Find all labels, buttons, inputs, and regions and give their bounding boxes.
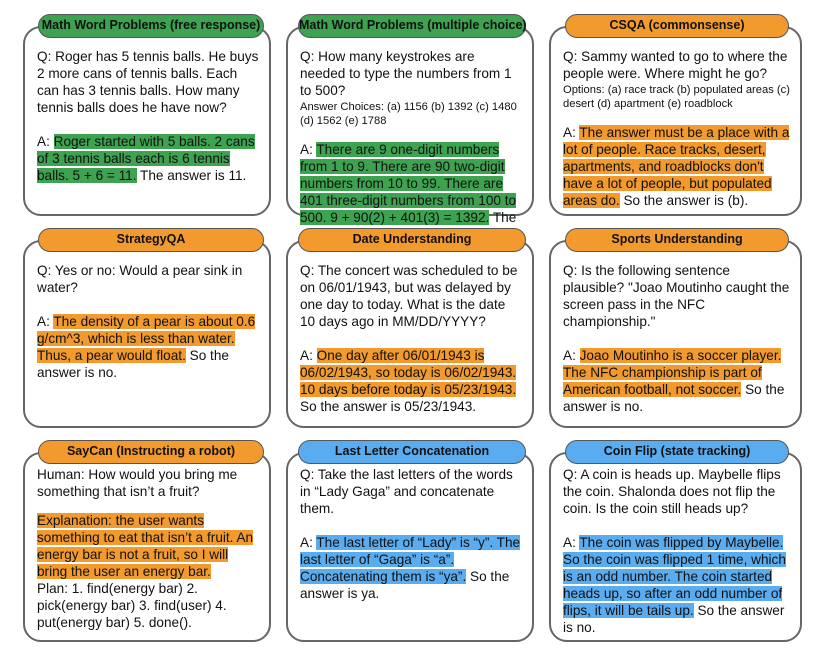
answer-conclusion: So the answer is no. bbox=[563, 382, 785, 414]
card-title-math-free-response: Math Word Problems (free response) bbox=[38, 14, 264, 38]
answer-rationale: Roger started with 5 balls. 2 cans of 3 tennis balls each is 6 tennis balls. 5 + 6 = 11. bbox=[37, 134, 255, 183]
card-title-math-multiple-choice: Math Word Problems (multiple choice) bbox=[298, 14, 526, 38]
answer-text bbox=[563, 124, 790, 209]
card-strategyqa bbox=[23, 240, 271, 428]
card-title-strategyqa: StrategyQA bbox=[38, 228, 264, 252]
answer-rationale: Joao Moutinho is a soccer player. The NFC championship is part of American football, not soccer. bbox=[563, 348, 782, 397]
plan-text: Plan: 1. find(energy bar) 2. pick(energy bar) 3. find(user) 4. put(energy bar) 5. done(). bbox=[37, 581, 227, 630]
question-text: Q: The concert was scheduled to be on 06/01/1943, but was delayed by one day to today. What is the date 10 days ago in MM/DD/YYYY? bbox=[300, 263, 518, 329]
question-text: Q: A coin is heads up. Maybelle flips the coin. Shalonda does not flip the coin. Is the coin still heads up? bbox=[563, 467, 781, 516]
answer-text bbox=[563, 347, 790, 415]
card-math-multiple-choice bbox=[286, 26, 534, 225]
answer-rationale: One day after 06/01/1943 is 06/02/1943, so today is 06/02/1943. 10 days before today is 05/23/1943. bbox=[300, 348, 517, 397]
card-title-last-letter-concatenation: Last Letter Concatenation bbox=[298, 440, 526, 464]
answer-options: Options: (a) race track (b) populated areas (c) desert (d) apartment (e) roadblock bbox=[563, 84, 790, 110]
card-body bbox=[37, 466, 259, 631]
answer-prefix: A: bbox=[563, 348, 580, 363]
card-body bbox=[37, 48, 259, 184]
answer-prefix: A: bbox=[563, 125, 580, 140]
card-saycan bbox=[23, 452, 271, 642]
card-last-letter-concatenation bbox=[286, 452, 534, 642]
answer-conclusion: So the answer is no. bbox=[37, 348, 229, 380]
card-body bbox=[563, 466, 790, 636]
answer-conclusion: The answer is 11. bbox=[136, 168, 247, 183]
answer-text bbox=[563, 534, 790, 636]
card-math-free-response bbox=[23, 26, 271, 216]
card-body bbox=[563, 262, 790, 415]
answer-rationale: The density of a pear is about 0.6 g/cm^3, which is less than water. Thus, a pear would float. bbox=[37, 314, 256, 363]
question-text: Q: How many keystrokes are needed to type the numbers from 1 to 500? bbox=[300, 49, 512, 98]
answer-rationale: The last letter of “Lady” is “y”. The last letter of “Gaga” is “a”. Concatenating them is “ya”. bbox=[300, 535, 521, 584]
answer-prefix: A: bbox=[37, 134, 54, 149]
answer-prefix: A: bbox=[37, 314, 54, 329]
answer-conclusion: So the answer is 05/23/1943. bbox=[300, 399, 477, 414]
card-title-saycan: SayCan (Instructing a robot) bbox=[38, 440, 264, 464]
card-body bbox=[300, 48, 522, 243]
card-sports-understanding bbox=[549, 240, 802, 428]
answer-text bbox=[37, 133, 259, 184]
answer-choices: Answer Choices: (a) 1156 (b) 1392 (c) 1480 (d) 1562 (e) 1788 bbox=[300, 101, 517, 127]
card-date-understanding bbox=[286, 240, 534, 428]
card-body bbox=[37, 262, 259, 381]
card-csqa bbox=[549, 26, 802, 216]
card-title-csqa: CSQA (commonsense) bbox=[565, 14, 789, 38]
answer-prefix: A: bbox=[563, 535, 580, 550]
answer-conclusion: So the answer is no. bbox=[563, 603, 785, 635]
question-text: Q: Yes or no: Would a pear sink in water? bbox=[37, 263, 243, 295]
card-body bbox=[300, 466, 522, 602]
card-title-sports-understanding: Sports Understanding bbox=[565, 228, 789, 252]
answer-prefix: A: bbox=[300, 535, 317, 550]
question-text: Q: Is the following sentence plausible? "Joao Moutinho caught the screen pass in the NFC championship." bbox=[563, 263, 790, 329]
answer-conclusion: So the answer is (b). bbox=[619, 193, 749, 208]
answer-rationale: The answer must be a place with a lot of people. Race tracks, desert, apartments, and roadblocks don't have a lot of people, but populated areas do. bbox=[563, 125, 790, 208]
explanation-text bbox=[37, 512, 259, 580]
card-body bbox=[563, 48, 790, 209]
card-coin-flip bbox=[549, 452, 802, 642]
question-text: Q: Take the last letters of the words in “Lady Gaga” and concatenate them. bbox=[300, 467, 513, 516]
answer-rationale: There are 9 one-digit numbers from 1 to 9. There are 90 two-digit numbers from 10 to 99. There are 401 three-digit numbers from 100 to 500. 9 + 90(2) + 401(3) = 1392. bbox=[300, 142, 517, 225]
answer-text bbox=[300, 534, 522, 602]
answer-conclusion: So the answer is ya. bbox=[300, 569, 510, 601]
question-text: Human: How would you bring me something that isn’t a fruit? bbox=[37, 467, 238, 499]
answer-text bbox=[37, 313, 259, 381]
card-body bbox=[300, 262, 522, 415]
question-text: Q: Sammy wanted to go to where the people were. Where might he go? bbox=[563, 49, 788, 81]
card-title-coin-flip: Coin Flip (state tracking) bbox=[565, 440, 789, 464]
answer-text bbox=[300, 347, 522, 415]
question-text: Q: Roger has 5 tennis balls. He buys 2 more cans of tennis balls. Each can has 3 tennis balls. How many tennis balls does he have now? bbox=[37, 49, 259, 115]
answer-rationale: Explanation: the user wants something to eat that isn’t a fruit. An energy bar is not a fruit, so I will bring the user an energy bar. bbox=[37, 513, 254, 579]
answer-prefix: A: bbox=[300, 142, 317, 157]
card-title-date-understanding: Date Understanding bbox=[298, 228, 526, 252]
answer-rationale: The coin was flipped by Maybelle. So the coin was flipped 1 time, which is an odd number. The coin started heads up, so after an odd number of flips, it will be tails up. bbox=[563, 535, 786, 618]
answer-prefix: A: bbox=[300, 348, 317, 363]
answer-conclusion: The bbox=[492, 210, 517, 225]
